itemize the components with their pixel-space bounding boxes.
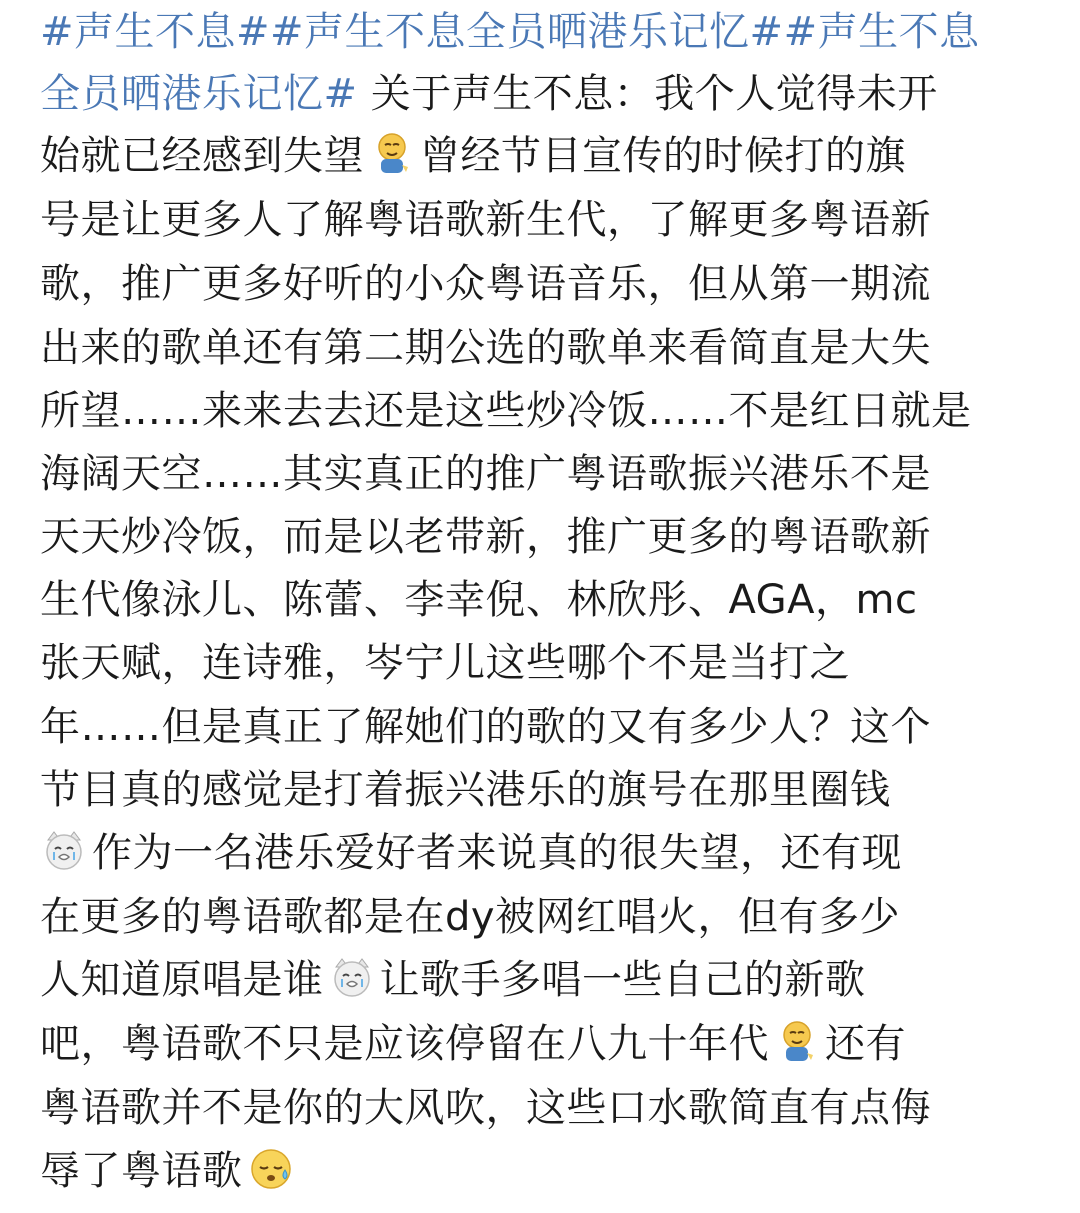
crying-cat-face-emoji-icon (40, 826, 88, 874)
post-text: 粤语歌并不是你的大风吹，这些口水歌简直有点侮 (40, 1085, 931, 1131)
tired-face-emoji-icon (368, 129, 416, 177)
post-line-11 (40, 633, 850, 693)
tired-face-emoji-icon (773, 1017, 821, 1065)
hashtag-link[interactable]: #声生不息 (783, 9, 980, 55)
post-text: 辱了粤语歌 (40, 1148, 243, 1194)
post-text: 歌，推广更多好听的小众粤语音乐，但从第一期流 (40, 261, 931, 307)
post-text: 始就已经感到失望 (40, 133, 364, 179)
post-line-13 (40, 760, 891, 820)
post-text: 人知道原唱是谁 (40, 957, 324, 1003)
post-text: 所望……来来去去还是这些炒冷饭……不是红日就是 (40, 388, 972, 434)
post-text: 节目真的感觉是打着振兴港乐的旗号在那里圈钱 (40, 767, 891, 813)
post-text: 号是让更多人了解粤语歌新生代，了解更多粤语新 (40, 197, 931, 243)
post-text: 让歌手多唱一些自己的新歌 (379, 957, 866, 1003)
post-line-8 (40, 444, 931, 504)
post-line-2 (40, 64, 938, 124)
post-text: 海阔天空……其实真正的推广粤语歌振兴港乐不是 (40, 451, 931, 497)
post-text: 作为一名港乐爱好者来说真的很失望，还有现 (92, 830, 902, 876)
post-line-6 (40, 318, 931, 378)
post-text: 在更多的粤语歌都是在dy被网红唱火，但有多少 (40, 894, 901, 940)
post-line-3 (40, 126, 906, 186)
post-text: 还有 (825, 1021, 906, 1067)
post-line-7 (40, 381, 972, 441)
post-line-14 (40, 823, 902, 883)
post-line-18 (40, 1078, 931, 1138)
post-line-15 (40, 887, 900, 947)
post-line-10 (40, 570, 917, 630)
post-line-5 (40, 254, 931, 314)
post-text: 关于声生不息：我个人觉得未开 (370, 71, 938, 117)
sweat-face-emoji-icon (247, 1144, 295, 1192)
post-line-4 (40, 190, 931, 250)
post-line-17 (40, 1014, 906, 1074)
post-text: 年……但是真正了解她们的歌的又有多少人？这个 (40, 704, 931, 750)
post-line-19 (40, 1141, 299, 1201)
hashtag-link[interactable]: 全员晒港乐记忆# (40, 71, 358, 117)
post-text: 天天炒冷饭，而是以老带新，推广更多的粤语歌新 (40, 514, 931, 560)
post-text: 曾经节目宣传的时候打的旗 (420, 133, 906, 179)
post-text: 生代像泳儿、陈蕾、李幸倪、林欣彤、AGA，mc (40, 577, 918, 623)
post-text: 张天赋，连诗雅，岑宁儿这些哪个不是当打之 (40, 640, 850, 686)
post-line-12 (40, 697, 931, 757)
hashtag-link[interactable]: #声生不息# (40, 9, 271, 55)
hashtag-link[interactable]: #声生不息全员晒港乐记忆# (270, 9, 784, 55)
crying-cat-face-emoji-icon (328, 953, 376, 1001)
post-text: 出来的歌单还有第二期公选的歌单来看简直是大失 (40, 325, 931, 371)
post-text: 吧，粤语歌不只是应该停留在八九十年代 (40, 1021, 769, 1067)
post-line-9 (40, 507, 931, 567)
post-line-16 (40, 950, 866, 1010)
post-line-1 (40, 2, 980, 62)
